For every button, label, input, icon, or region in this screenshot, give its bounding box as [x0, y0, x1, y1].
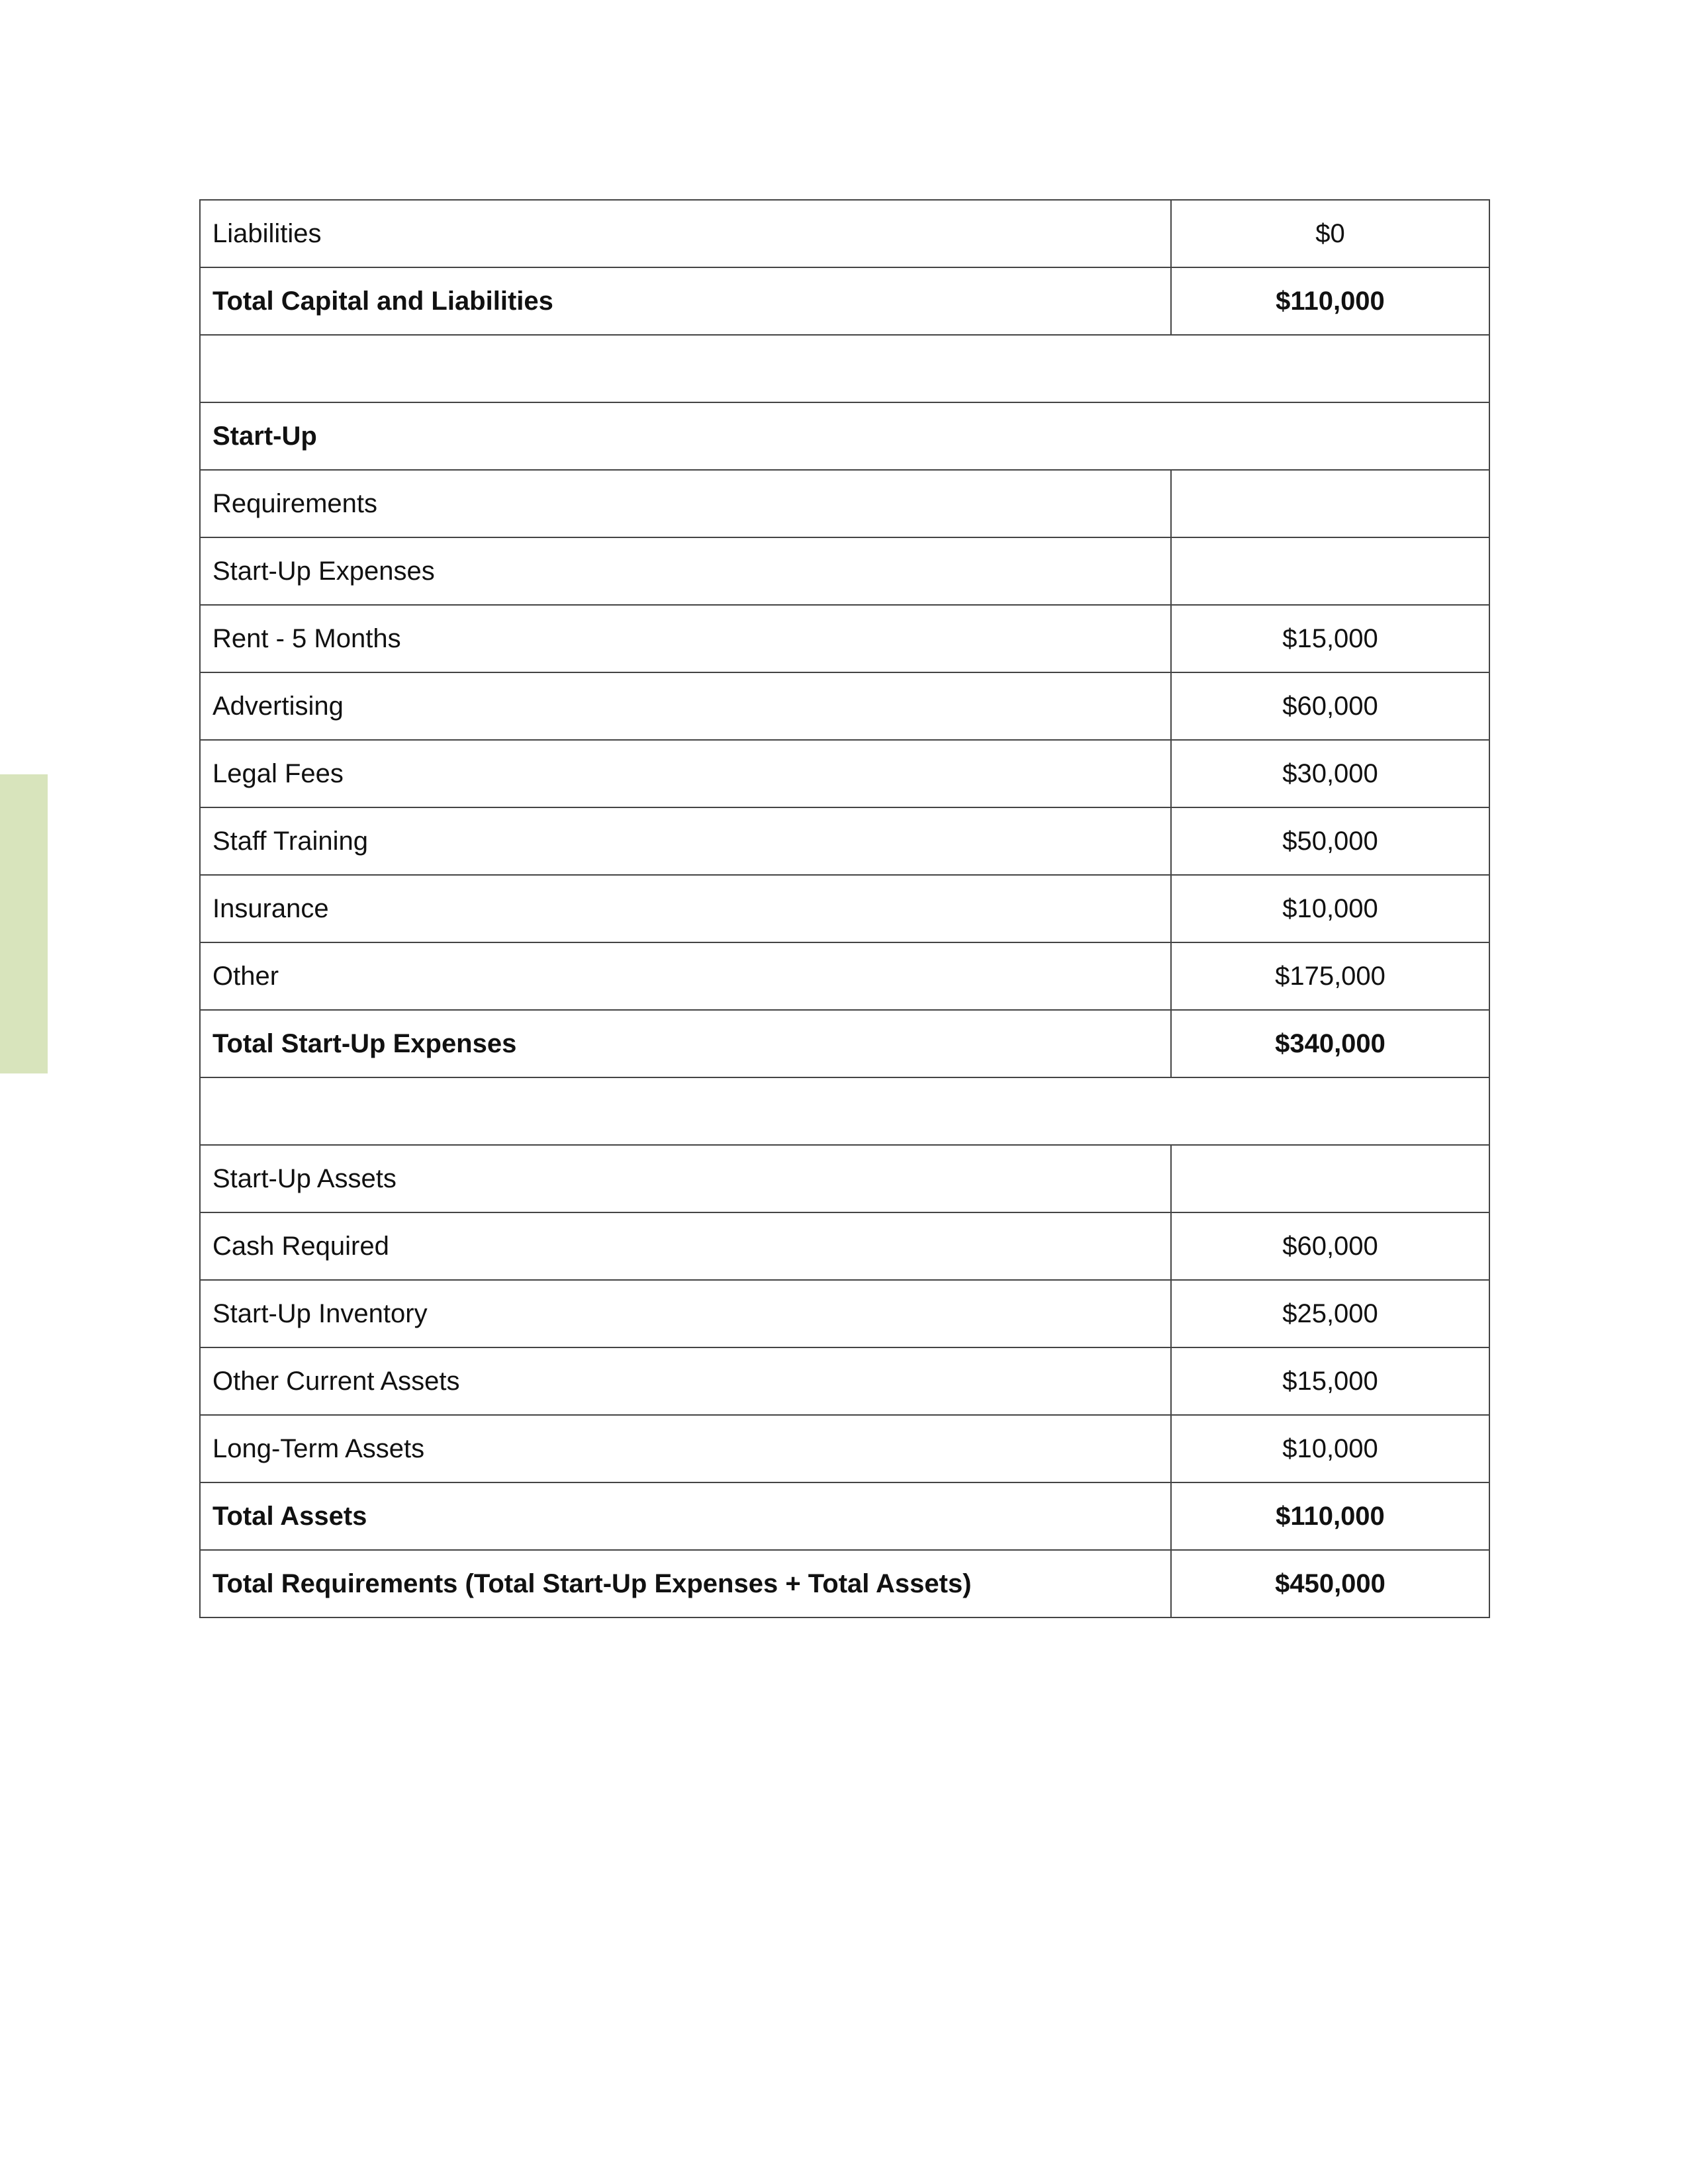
row-label: Start-Up Inventory	[200, 1280, 1171, 1347]
table-row	[200, 672, 1489, 740]
table-row	[200, 267, 1489, 335]
row-value: $10,000	[1171, 1415, 1489, 1482]
row-value: $60,000	[1171, 672, 1489, 740]
spacer-cell	[200, 1077, 1489, 1145]
table-row	[200, 200, 1489, 267]
row-label: Total Start-Up Expenses	[200, 1010, 1171, 1077]
table-spacer-row	[200, 1077, 1489, 1145]
row-label: Other Current Assets	[200, 1347, 1171, 1415]
table-row	[200, 605, 1489, 672]
row-value	[1171, 537, 1489, 605]
row-label: Requirements	[200, 470, 1171, 537]
row-label: Total Assets	[200, 1482, 1171, 1550]
table-row	[200, 942, 1489, 1010]
row-value	[1171, 470, 1489, 537]
row-value	[1171, 1145, 1489, 1212]
row-value: $30,000	[1171, 740, 1489, 807]
table-row	[200, 470, 1489, 537]
spacer-cell	[200, 335, 1489, 402]
row-label: Liabilities	[200, 200, 1171, 267]
row-value: $15,000	[1171, 1347, 1489, 1415]
table-section-row	[200, 402, 1489, 470]
table-row	[200, 1280, 1489, 1347]
row-value: $340,000	[1171, 1010, 1489, 1077]
row-label: Start-Up Assets	[200, 1145, 1171, 1212]
table-spacer-row	[200, 335, 1489, 402]
table-row	[200, 875, 1489, 942]
row-value: $50,000	[1171, 807, 1489, 875]
row-label: Other	[200, 942, 1171, 1010]
row-label: Cash Required	[200, 1212, 1171, 1280]
row-label: Rent - 5 Months	[200, 605, 1171, 672]
startup-requirements-table	[199, 199, 1490, 1618]
row-value: $110,000	[1171, 1482, 1489, 1550]
table-row	[200, 537, 1489, 605]
table-row	[200, 807, 1489, 875]
row-value: $25,000	[1171, 1280, 1489, 1347]
table-row	[200, 1010, 1489, 1077]
table-row	[200, 740, 1489, 807]
row-value: $450,000	[1171, 1550, 1489, 1617]
table-row	[200, 1415, 1489, 1482]
row-label: Insurance	[200, 875, 1171, 942]
table-row	[200, 1550, 1489, 1617]
table-row	[200, 1145, 1489, 1212]
row-label: Total Requirements (Total Start-Up Expenses + Total Assets)	[200, 1550, 1171, 1617]
row-value: $15,000	[1171, 605, 1489, 672]
table-row	[200, 1212, 1489, 1280]
row-label: Start-Up Expenses	[200, 537, 1171, 605]
table-row	[200, 1482, 1489, 1550]
row-label: Legal Fees	[200, 740, 1171, 807]
table-body	[200, 200, 1489, 1617]
row-label: Staff Training	[200, 807, 1171, 875]
row-value: $110,000	[1171, 267, 1489, 335]
side-tab-decoration	[0, 774, 48, 1073]
row-value: $10,000	[1171, 875, 1489, 942]
row-value: $0	[1171, 200, 1489, 267]
row-label: Advertising	[200, 672, 1171, 740]
row-label: Long-Term Assets	[200, 1415, 1171, 1482]
row-value: $175,000	[1171, 942, 1489, 1010]
section-heading: Start-Up	[200, 402, 1489, 470]
row-value: $60,000	[1171, 1212, 1489, 1280]
table-row	[200, 1347, 1489, 1415]
row-label: Total Capital and Liabilities	[200, 267, 1171, 335]
